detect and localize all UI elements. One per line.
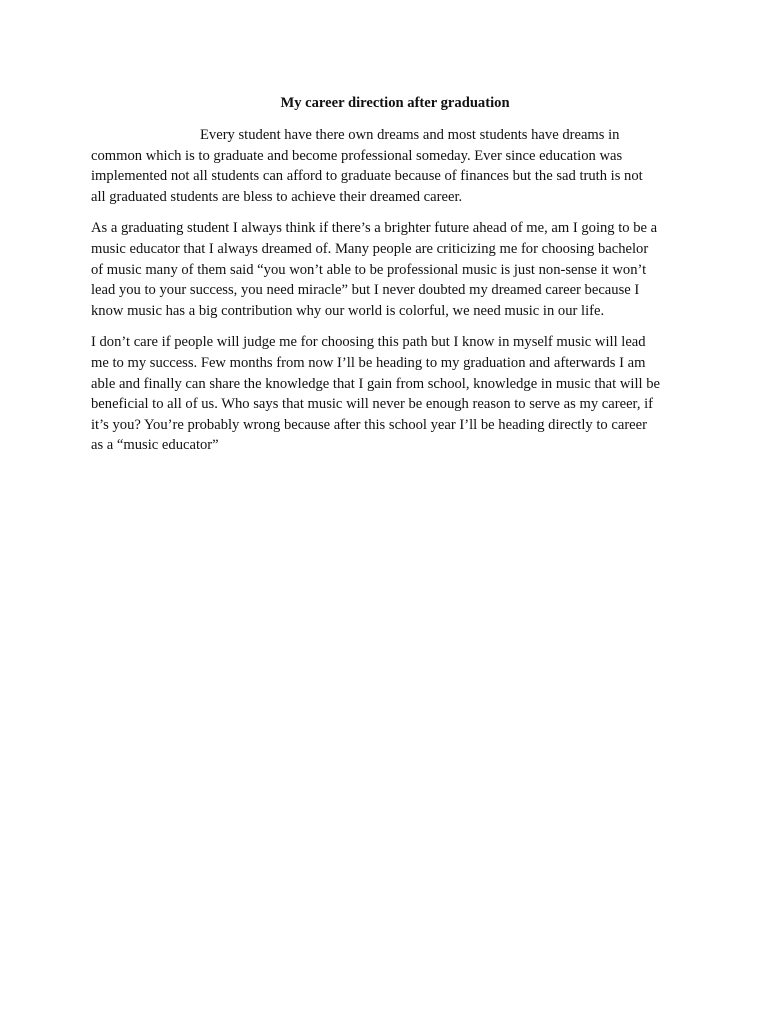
paragraph-line: common which is to graduate and become professional someday. Ever since education was (91, 147, 623, 164)
paragraph-3 (91, 332, 691, 456)
paragraph-line: lead you to your success, you need miracle” but I never doubted my dreamed career because I (91, 282, 640, 299)
paragraph-line: As a graduating student I always think if there’s a brighter future ahead of me, am I going to be a (91, 220, 658, 237)
paragraph-line: music educator that I always dreamed of. Many people are criticizing me for choosing bachelor (91, 240, 649, 257)
paragraph-line: I don’t care if people will judge me for choosing this path but I know in myself music will lead (91, 334, 646, 351)
paragraph-line: implemented not all students can afford to graduate because of finances but the sad truth is not (91, 168, 643, 185)
paragraph-line: me to my success. Few months from now I’ll be heading to my graduation and afterwards I am (91, 354, 646, 371)
paragraph-line: it’s you? You’re probably wrong because after this school year I’ll be heading directly to career (91, 416, 647, 433)
document-body (91, 93, 691, 456)
paragraph-1 (91, 125, 691, 207)
document-title: My career direction after graduation (280, 95, 510, 111)
paragraph-line: of music many of them said “you won’t able to be professional music is just non-sense it won’t (91, 261, 647, 278)
paragraph-line: able and finally can share the knowledge that I gain from school, knowledge in music that will be (91, 375, 660, 392)
paragraph-line: Every student have there own dreams and most students have dreams in (200, 127, 620, 143)
paragraph-2 (91, 218, 691, 321)
paragraph-line: as a “music educator” (91, 437, 219, 454)
paragraph-line: know music has a big contribution why our world is colorful, we need music in our life. (91, 302, 605, 319)
paragraph-line: all graduated students are bless to achieve their dreamed career. (91, 188, 463, 205)
paragraph-line: beneficial to all of us. Who says that music will never be enough reason to serve as my career, if (91, 396, 654, 413)
